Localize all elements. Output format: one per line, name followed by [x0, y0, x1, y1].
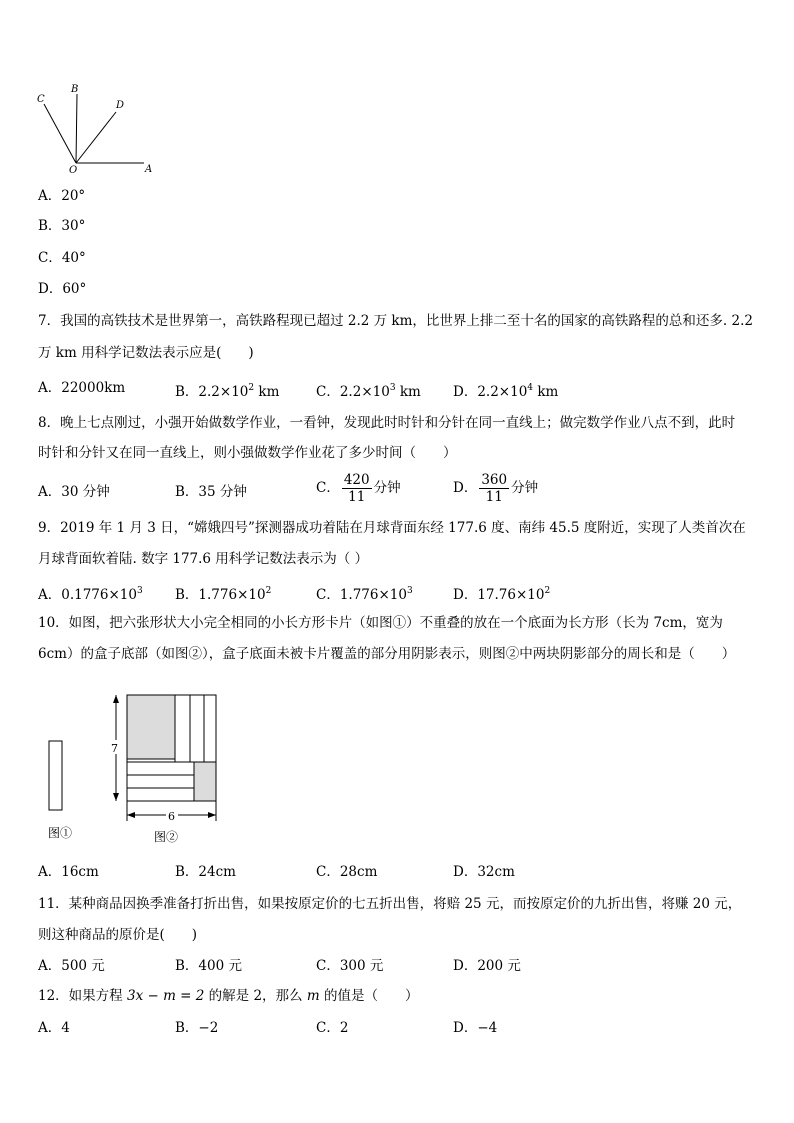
figure-2-caption: 图②	[154, 830, 179, 844]
q11-option-b: B．400 元	[175, 958, 242, 974]
q7-option-b: B．$2.2\times 10^2$ km	[175, 383, 280, 400]
fraction: $\frac{360}{11}$	[481, 472, 508, 505]
q9-stem-line2: 月球背面软着陆. 数字 177.6 用科学记数法表示为（ ）	[38, 551, 369, 567]
q7-option-d: D．$2.2\times 10^4$ km	[453, 383, 559, 400]
q11-stem-line1: 11．某种商品因换季准备打折出售，如果按原定价的七五折出售，将赔 25 元，而按原定价的九折出售，将赚 20 元，	[38, 896, 742, 912]
q12-option-a: A．4	[38, 1020, 70, 1036]
variable: m	[306, 988, 320, 1004]
q10-stem-line1: 10．如图，把六张形状大小完全相同的小长方形卡片（如图①）不重叠的放在一个底面为长方形（长为 7cm，宽为	[38, 615, 723, 631]
q12-option-c: C．2	[316, 1020, 349, 1036]
q11-option-a: A．500 元	[38, 958, 105, 974]
ray-oc	[44, 104, 76, 163]
q8-option-c: C． $\frac{420}{11}$ 分钟	[316, 472, 401, 505]
angle-figure	[34, 82, 164, 176]
q11-option-c: C．300 元	[316, 958, 384, 974]
label-b: B	[71, 84, 79, 95]
q8-option-d: D． $\frac{360}{11}$ 分钟	[453, 472, 539, 505]
q8-option-b: B．35 分钟	[175, 484, 247, 500]
q12-option-b: B．−2	[175, 1020, 219, 1036]
q6-option-c: C．40°	[38, 250, 86, 266]
q12-option-d: D．−4	[453, 1020, 498, 1036]
q10-stem-line2: 6cm）的盒子底部（如图②），盒子底面未被卡片覆盖的部分用阴影表示，则图②中两块阴影部分的周长和是（ ）	[38, 646, 736, 662]
q11-stem-line2: 则这种商品的原价是( )	[38, 927, 198, 943]
q10-option-c: C．28cm	[316, 864, 378, 880]
q9-option-a: A．$0.1776\times 10^3$	[38, 586, 143, 603]
shaded-region-top	[127, 695, 175, 759]
q6-option-b: B．30°	[38, 218, 86, 234]
q8-stem-line2: 时针和分针又在同一直线上，则小强做数学作业花了多少时间（ ）	[38, 445, 457, 461]
q10-option-d: D．32cm	[453, 864, 515, 880]
label-o: O	[69, 165, 78, 176]
card-rect	[49, 741, 62, 810]
figure-1-caption: 图①	[48, 826, 73, 840]
q8-option-a: A．30 分钟	[38, 484, 110, 500]
q9-option-b: B．$1.776\times 10^2$	[175, 586, 272, 603]
q9-option-d: D．$17.76\times 10^2$	[453, 586, 551, 603]
q7-option-a: A．22000km	[38, 380, 126, 396]
q7-stem-line1: 7．我国的高铁技术是世界第一，高铁路程现已超过 2.2 万 km，比世界上排二至十名的国家的高铁路程的总和还多. 2.2	[38, 313, 753, 329]
q9-option-c: C．$1.776\times 10^3$	[316, 586, 413, 603]
ray-od	[76, 112, 116, 163]
q12-stem: 12．如果方程 3x − m = 2 的解是 2，那么 m 的值是（ ）	[38, 988, 419, 1004]
q10-option-a: A．16cm	[38, 864, 99, 880]
figure-2-box	[104, 690, 234, 846]
label-a: A	[145, 164, 153, 175]
dimension-height: 7	[111, 742, 118, 755]
label-c: C	[37, 94, 45, 105]
ray-ob	[76, 94, 77, 163]
label-d: D	[116, 100, 125, 111]
q7-stem-line2: 万 km 用科学记数法表示应是( )	[38, 345, 254, 361]
equation: 3x − m = 2	[126, 988, 205, 1004]
figure-1-card	[40, 734, 80, 844]
q8-stem-line1: 8．晚上七点刚过，小强开始做数学作业，一看钟，发现此时时针和分针在同一直线上；做完数学作业八点不到，此时	[38, 415, 736, 431]
dimension-width: 6	[168, 810, 175, 823]
fraction: $\frac{420}{11}$	[343, 472, 370, 505]
shaded-region-bottom	[194, 762, 216, 801]
q11-option-d: D．200 元	[453, 958, 521, 974]
q7-option-c: C．$2.2\times 10^3$ km	[316, 383, 421, 400]
q6-option-d: D．60°	[38, 281, 87, 297]
q10-option-b: B．24cm	[175, 864, 236, 880]
q9-stem-line1: 9．2019 年 1 月 3 日，“嫦娥四号”探测器成功着陆在月球背面东经 177.6 度、南纬 45.5 度附近，实现了人类首次在	[38, 520, 746, 536]
q6-option-a: A．20°	[38, 188, 86, 204]
